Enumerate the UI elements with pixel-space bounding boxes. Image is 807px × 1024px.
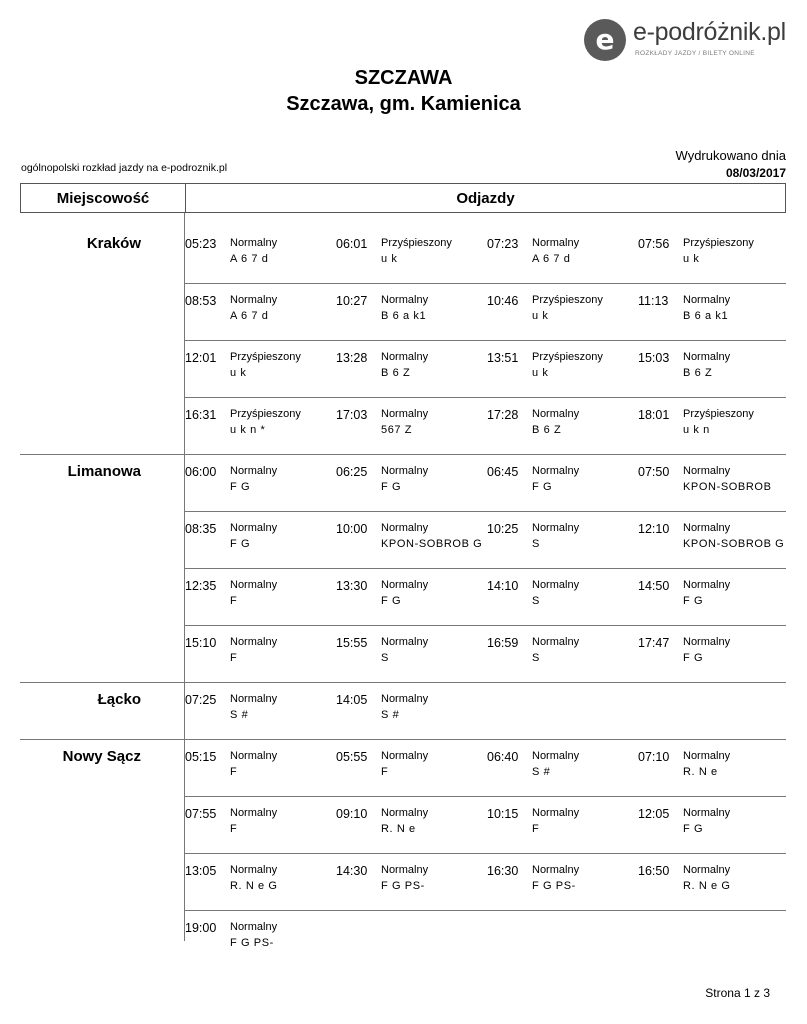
service-codes: B 6 a k1	[683, 310, 729, 322]
service-type: Normalny	[230, 864, 278, 876]
service-codes: u k	[230, 367, 247, 379]
departure-cell	[638, 294, 788, 330]
departure-cell	[185, 294, 335, 330]
service-type: Przyśpieszony	[532, 294, 603, 306]
departure-time: 16:30	[487, 864, 519, 878]
brand-logo	[583, 16, 793, 64]
departure-cell	[487, 294, 637, 330]
service-type: Przyśpieszony	[683, 408, 754, 420]
service-codes: S	[381, 652, 389, 664]
service-codes: u k n *	[230, 424, 266, 436]
table-header	[20, 183, 786, 213]
departure-cell	[336, 465, 486, 501]
page-title: SZCZAWA	[354, 67, 453, 89]
departure-time: 14:50	[638, 579, 670, 593]
service-type: Normalny	[683, 636, 731, 648]
departure-cell	[638, 579, 788, 615]
service-type: Normalny	[683, 750, 731, 762]
departure-time: 05:15	[185, 750, 217, 764]
service-codes: KPON-SOBROB G	[381, 538, 483, 550]
departure-cell	[185, 750, 335, 786]
service-type: Normalny	[683, 522, 731, 534]
service-codes: S #	[230, 709, 249, 721]
departure-cell	[638, 807, 788, 843]
departure-cell	[638, 351, 788, 387]
departure-time: 16:50	[638, 864, 670, 878]
service-type: Normalny	[230, 921, 278, 933]
service-codes: R. N e G	[230, 880, 278, 892]
service-type: Normalny	[381, 351, 429, 363]
service-codes: R. N e	[381, 823, 416, 835]
service-type: Normalny	[381, 864, 429, 876]
departure-cell	[638, 522, 788, 558]
service-codes: KPON-SOBROB	[683, 481, 772, 493]
departure-time: 17:03	[336, 408, 368, 422]
departure-cell	[336, 864, 486, 900]
page-number: Strona 1 z 3	[705, 986, 770, 1000]
departure-time: 06:25	[336, 465, 368, 479]
service-type: Normalny	[230, 294, 278, 306]
service-type: Normalny	[230, 750, 278, 762]
departure-cell	[185, 408, 335, 444]
departure-cell	[336, 294, 486, 330]
departure-time: 13:05	[185, 864, 217, 878]
logo-mark-letter: e	[595, 23, 615, 56]
service-type: Normalny	[532, 465, 580, 477]
departure-time: 10:00	[336, 522, 368, 536]
service-codes: R. N e G	[683, 880, 731, 892]
city-name: Limanowa	[67, 463, 141, 480]
departure-time: 06:00	[185, 465, 217, 479]
departure-time: 15:10	[185, 636, 217, 650]
departure-time: 12:35	[185, 579, 217, 593]
departure-cell	[487, 579, 637, 615]
departure-time: 17:47	[638, 636, 670, 650]
departure-cell	[638, 750, 788, 786]
departure-time: 05:55	[336, 750, 368, 764]
service-codes: B 6 a k1	[381, 310, 427, 322]
service-type: Normalny	[381, 408, 429, 420]
column-header-departures: Odjazdy	[456, 190, 515, 207]
service-type: Normalny	[532, 522, 580, 534]
departure-time: 13:51	[487, 351, 519, 365]
service-type: Normalny	[381, 294, 429, 306]
service-codes: A 6 7 d	[230, 253, 269, 265]
departure-cell	[487, 522, 637, 558]
departure-cell	[336, 579, 486, 615]
departure-cell	[638, 636, 788, 672]
departure-cell	[185, 807, 335, 843]
service-codes: u k	[683, 253, 700, 265]
service-codes: R. N e	[683, 766, 718, 778]
departure-time: 07:50	[638, 465, 670, 479]
service-codes: F G	[683, 652, 704, 664]
service-type: Przyśpieszony	[230, 351, 301, 363]
service-type: Normalny	[683, 351, 731, 363]
city-name: Kraków	[86, 235, 141, 252]
departure-cell	[185, 636, 335, 672]
service-codes: F G	[230, 538, 251, 550]
departure-time: 11:13	[638, 294, 669, 308]
service-codes: F G PS-	[230, 937, 274, 949]
row-separator	[184, 910, 786, 911]
service-codes: KPON-SOBROB G	[683, 538, 785, 550]
service-codes: F	[381, 766, 389, 778]
service-codes: S #	[532, 766, 551, 778]
row-separator	[184, 511, 786, 512]
departure-time: 12:05	[638, 807, 670, 821]
departure-cell	[487, 750, 637, 786]
departure-time: 06:01	[336, 237, 368, 251]
departure-time: 19:00	[185, 921, 217, 935]
departure-time: 10:27	[336, 294, 368, 308]
service-codes: A 6 7 d	[532, 253, 571, 265]
logo-name: e-podróżnik.pl	[633, 18, 786, 46]
service-type: Normalny	[381, 693, 429, 705]
departure-cell	[185, 237, 335, 273]
departure-cell	[487, 237, 637, 273]
city-name: Łącko	[97, 691, 141, 708]
service-codes: F G	[381, 595, 402, 607]
service-type: Normalny	[381, 807, 429, 819]
departure-time: 07:55	[185, 807, 217, 821]
departure-cell	[336, 408, 486, 444]
service-type: Normalny	[381, 636, 429, 648]
departure-cell	[336, 693, 486, 729]
departure-time: 16:31	[185, 408, 217, 422]
column-header-city: Miejscowość	[56, 190, 150, 207]
service-type: Normalny	[230, 237, 278, 249]
service-type: Normalny	[230, 579, 278, 591]
e-podroznik-logo-icon	[583, 18, 627, 62]
row-separator	[184, 568, 786, 569]
departure-time: 07:23	[487, 237, 519, 251]
departure-time: 15:55	[336, 636, 368, 650]
service-codes: F	[230, 766, 238, 778]
departure-cell	[336, 750, 486, 786]
departure-cell	[638, 408, 788, 444]
row-separator	[184, 853, 786, 854]
departure-time: 13:28	[336, 351, 368, 365]
service-codes: B 6 Z	[683, 367, 713, 379]
service-type: Normalny	[230, 807, 278, 819]
departure-cell	[185, 351, 335, 387]
service-codes: u k	[381, 253, 398, 265]
service-codes: S	[532, 595, 540, 607]
service-type: Przyśpieszony	[683, 237, 754, 249]
departure-cell	[185, 864, 335, 900]
departure-time: 07:56	[638, 237, 670, 251]
departure-cell	[336, 351, 486, 387]
service-type: Normalny	[230, 465, 278, 477]
departure-cell	[638, 864, 788, 900]
service-codes: F G	[683, 595, 704, 607]
city-name: Nowy Sącz	[62, 748, 141, 765]
departure-cell	[487, 465, 637, 501]
service-type: Normalny	[230, 636, 278, 648]
service-codes: A 6 7 d	[230, 310, 269, 322]
departure-time: 10:46	[487, 294, 519, 308]
service-type: Normalny	[532, 408, 580, 420]
departure-cell	[185, 465, 335, 501]
row-separator	[184, 340, 786, 341]
service-codes: S	[532, 538, 540, 550]
departure-time: 16:59	[487, 636, 519, 650]
service-codes: F G PS-	[532, 880, 576, 892]
departure-time: 17:28	[487, 408, 519, 422]
departure-time: 06:40	[487, 750, 519, 764]
departure-cell	[185, 693, 335, 729]
departure-time: 08:53	[185, 294, 217, 308]
departure-time: 18:01	[638, 408, 670, 422]
service-codes: B 6 Z	[381, 367, 411, 379]
service-type: Normalny	[381, 522, 429, 534]
service-type: Przyśpieszony	[381, 237, 452, 249]
service-type: Normalny	[683, 864, 731, 876]
service-codes: 567 Z	[381, 424, 413, 436]
departure-time: 12:01	[185, 351, 217, 365]
departure-time: 14:10	[487, 579, 519, 593]
service-type: Normalny	[683, 465, 731, 477]
departure-time: 06:45	[487, 465, 519, 479]
departure-cell	[487, 636, 637, 672]
service-codes: F G PS-	[381, 880, 425, 892]
service-codes: S #	[381, 709, 400, 721]
service-type: Normalny	[532, 237, 580, 249]
departure-cell	[638, 237, 788, 273]
departure-time: 05:23	[185, 237, 217, 251]
service-type: Normalny	[683, 579, 731, 591]
service-type: Przyśpieszony	[532, 351, 603, 363]
service-codes: F	[230, 652, 238, 664]
departure-cell	[336, 636, 486, 672]
service-type: Normalny	[532, 636, 580, 648]
departure-time: 10:15	[487, 807, 519, 821]
departure-cell	[336, 807, 486, 843]
service-type: Normalny	[683, 294, 731, 306]
service-codes: u k	[532, 367, 549, 379]
departure-time: 09:10	[336, 807, 368, 821]
departure-time: 07:10	[638, 750, 670, 764]
printed-label: Wydrukowano dnia	[675, 148, 786, 163]
departure-time: 10:25	[487, 522, 519, 536]
page-subtitle: Szczawa, gm. Kamienica	[286, 93, 521, 115]
departure-cell	[185, 579, 335, 615]
service-codes: u k n	[683, 424, 710, 436]
service-type: Normalny	[381, 465, 429, 477]
logo-tagline: ROZKŁADY JAZDY / BILETY ONLINE	[635, 50, 755, 57]
departure-cell	[487, 408, 637, 444]
departure-time: 14:30	[336, 864, 368, 878]
service-codes: F	[230, 595, 238, 607]
departure-time: 15:03	[638, 351, 670, 365]
departure-time: 12:10	[638, 522, 670, 536]
departure-cell	[487, 864, 637, 900]
service-type: Normalny	[532, 864, 580, 876]
printed-date: 08/03/2017	[725, 166, 786, 180]
service-type: Normalny	[230, 693, 278, 705]
section-separator	[20, 682, 786, 683]
departure-cell	[487, 807, 637, 843]
service-codes: u k	[532, 310, 549, 322]
row-separator	[184, 397, 786, 398]
departure-cell	[336, 522, 486, 558]
service-codes: F G	[683, 823, 704, 835]
service-type: Normalny	[532, 579, 580, 591]
departure-time: 14:05	[336, 693, 368, 707]
service-codes: F G	[381, 481, 402, 493]
service-type: Normalny	[381, 579, 429, 591]
service-codes: F G	[230, 481, 251, 493]
departure-cell	[336, 237, 486, 273]
service-type: Normalny	[230, 522, 278, 534]
section-separator	[20, 739, 786, 740]
departure-cell	[638, 465, 788, 501]
row-separator	[184, 625, 786, 626]
service-codes: F	[230, 823, 238, 835]
service-type: Normalny	[381, 750, 429, 762]
service-type: Przyśpieszony	[230, 408, 301, 420]
departure-time: 08:35	[185, 522, 217, 536]
service-codes: B 6 Z	[532, 424, 562, 436]
departure-cell	[185, 522, 335, 558]
service-type: Normalny	[683, 807, 731, 819]
service-codes: F	[532, 823, 540, 835]
row-separator	[184, 283, 786, 284]
service-type: Normalny	[532, 750, 580, 762]
source-note: ogólnopolski rozkład jazdy na e-podroznik.pl	[21, 162, 228, 174]
departure-time: 13:30	[336, 579, 368, 593]
departure-cell	[185, 921, 335, 957]
service-codes: S	[532, 652, 540, 664]
service-type: Normalny	[532, 807, 580, 819]
departure-time: 07:25	[185, 693, 217, 707]
departure-cell	[487, 351, 637, 387]
section-separator	[20, 454, 786, 455]
row-separator	[184, 796, 786, 797]
service-codes: F G	[532, 481, 553, 493]
